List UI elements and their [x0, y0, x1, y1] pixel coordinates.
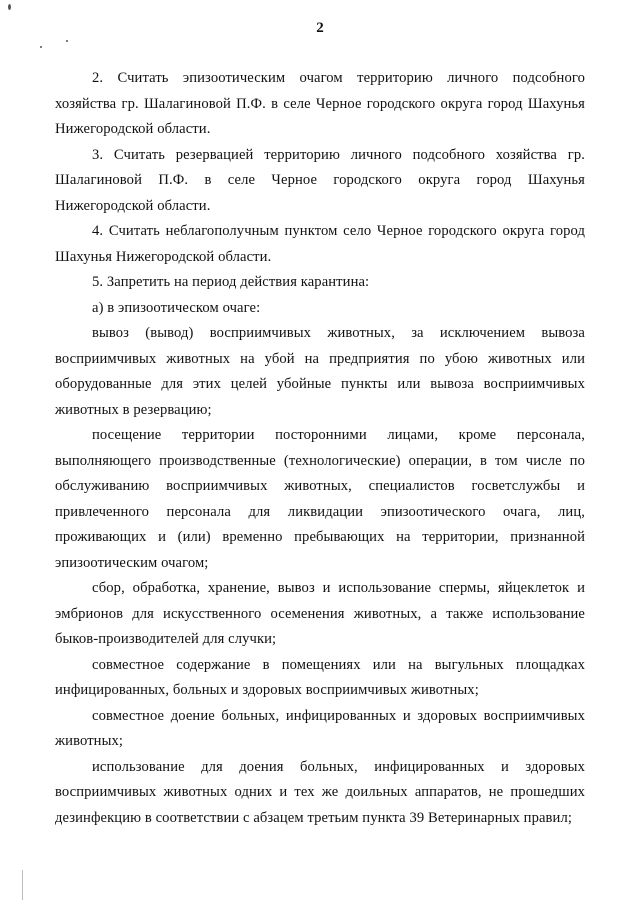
prohibition-removal: вывоз (вывод) восприимчивых животных, за исключением вывоза восприимчивых животных на убой на предприятия по убою животных или оборудованные для этих целей убойные пункты или вывоза восприимчивых животных в резервацию;: [55, 325, 585, 418]
scan-edge-mark: [22, 870, 23, 900]
paragraph-item-4: 4. Считать неблагополучным пунктом село Черное городского округа город Шахунья Нижегородской области.: [55, 223, 585, 265]
scan-speck: [40, 46, 42, 48]
scan-speck: [66, 40, 68, 42]
paragraph-item-3: 3. Считать резервацией территорию личного подсобного хозяйства гр. Шалагиновой П.Ф. в селе Черное городского округа город Шахунья Нижегородской области.: [55, 146, 585, 214]
prohibition-breeding-material: сбор, обработка, хранение, вывоз и использование спермы, яйцеклеток и эмбрионов для искусственного осеменения животных, а также использование быков-производителей для случки;: [55, 580, 585, 647]
paragraph-item-5: 5. Запретить на период действия карантина:: [92, 274, 370, 290]
scan-speck: [8, 4, 11, 10]
prohibition-shared-equipment: использование для доения больных, инфицированных и здоровых восприимчивых животных одних и тех же доильных аппаратов, не прошедших дезинфекцию в соответствии с абзацем третьим пункта 39 Ветеринарных правил;: [55, 758, 585, 826]
subparagraph-a: а) в эпизоотическом очаге:: [92, 299, 261, 316]
paragraph-item-2: 2. Считать эпизоотическим очагом территорию личного подсобного хозяйства гр. Шалагиновой П.Ф. в селе Черное городского округа город Шахунья Нижегородской области.: [55, 70, 585, 137]
document-body: [55, 66, 585, 831]
page-number: 2: [316, 20, 324, 36]
prohibition-joint-milking: совместное доение больных, инфицированных и здоровых восприимчивых животных;: [55, 707, 585, 749]
prohibition-visits: посещение территории посторонними лицами, кроме персонала, выполняющего производственные (технологические) операции, в том числе по обслуживанию восприимчивых животных, специалистов госветслужбы и привлеченного персонала для ликвидации эпизоотического очага, лиц, проживающих и (или) временно пребывающих на территории, признанной эпизоотическим очагом;: [55, 427, 585, 571]
prohibition-joint-keeping: совместное содержание в помещениях или на выгульных площадках инфицированных, больных и здоровых восприимчивых животных;: [55, 656, 585, 698]
